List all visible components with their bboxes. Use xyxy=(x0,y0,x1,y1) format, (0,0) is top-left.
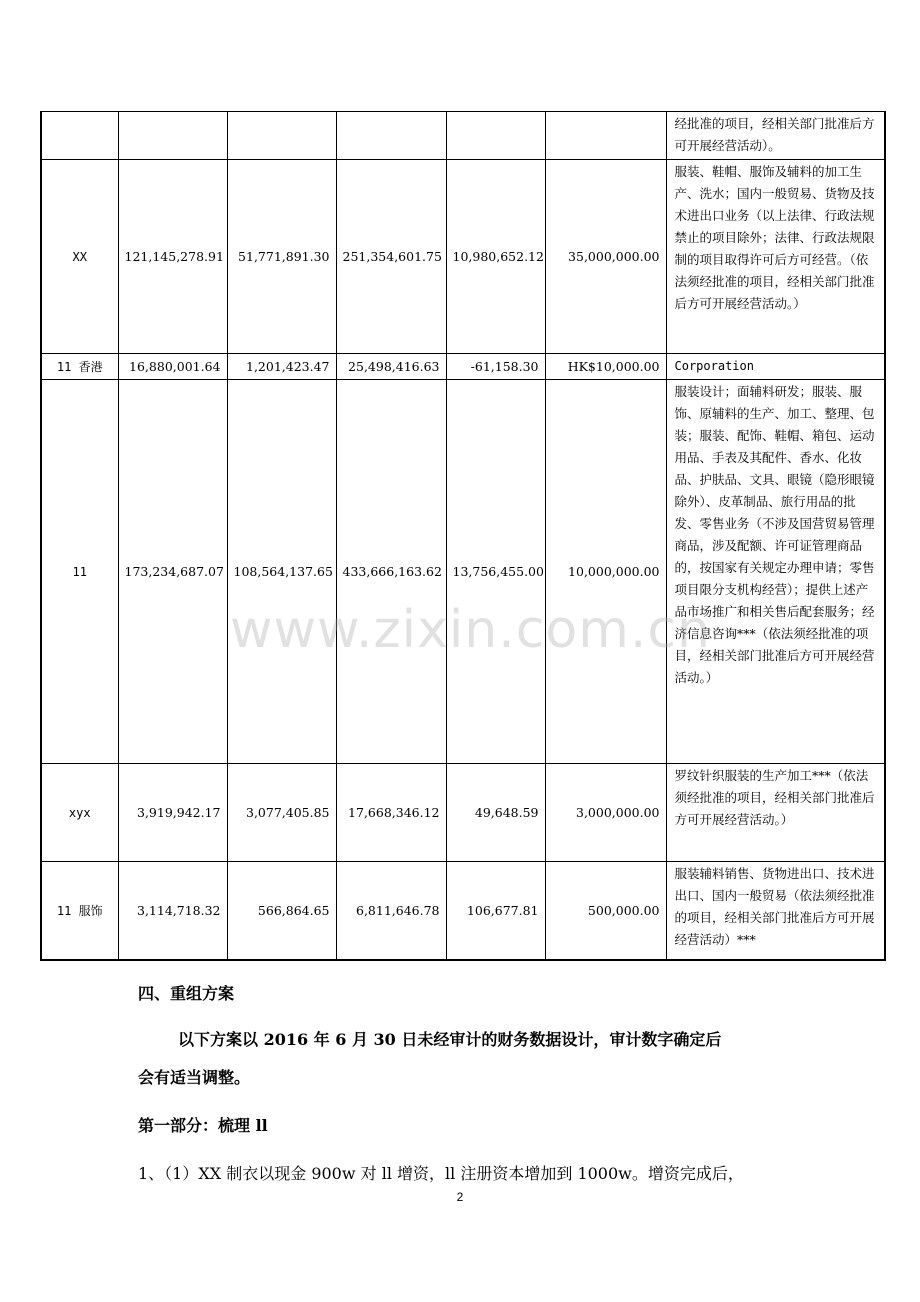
table-row xyxy=(41,764,885,862)
business-scope-cell: 服装设计；面辅料研发；服装、服饰、原辅料的生产、加工、整理、包装；服装、配饰、鞋帽、箱包、运动用品、手表及其配件、香水、化妆品、护肤品、文具、眼镜（隐形眼镜除外）、皮革制品、旅行用品的批发、零售业务（不涉及国营贸易管理商品，涉及配额、许可证管理商品的，按国家有关规定办理申请；零售项目限分支机构经营）；提供上述产品市场推广和相关售后配套服务；经济信息咨询***（依法须经批准的项目，经相关部门批准后方可开展经营活动。） xyxy=(666,380,885,764)
value-cell: 3,919,942.17 xyxy=(118,764,227,862)
value-cell: -61,158.30 xyxy=(446,354,545,380)
table-row xyxy=(41,160,885,354)
value-cell: HK$10,000.00 xyxy=(545,354,666,380)
value-cell xyxy=(446,112,545,160)
value-cell: 3,114,718.32 xyxy=(118,862,227,960)
value-cell: 35,000,000.00 xyxy=(545,160,666,354)
value-cell xyxy=(227,112,336,160)
paragraph-line: 会有适当调整。 xyxy=(138,1068,251,1087)
company-name-cell xyxy=(41,112,118,160)
value-cell: 17,668,346.12 xyxy=(336,764,446,862)
value-cell: 3,000,000.00 xyxy=(545,764,666,862)
business-scope-cell: 服装辅料销售、货物进出口、技术进出口、国内一般贸易（依法须经批准的项目，经相关部门批准后方可开展经营活动）*** xyxy=(666,862,885,960)
company-name-cell: 11 香港 xyxy=(41,354,118,380)
table-row xyxy=(41,112,885,160)
business-scope-cell: Corporation xyxy=(666,354,885,380)
value-cell: 6,811,646.78 xyxy=(336,862,446,960)
table-row xyxy=(41,354,885,380)
value-cell: 251,354,601.75 xyxy=(336,160,446,354)
value-cell: 173,234,687.07 xyxy=(118,380,227,764)
business-scope-cell: 罗纹针织服装的生产加工***（依法须经批准的项目，经相关部门批准后方可开展经营活动。） xyxy=(666,764,885,862)
business-scope-cell: 服装、鞋帽、服饰及辅料的加工生产、洗水；国内一般贸易、货物及技术进出口业务（以上法律、行政法规禁止的项目除外；法律、行政法规限制的项目取得许可后方可经营。（依法须经批准的项目，经相关部门批准后方可开展经营活动。） xyxy=(666,160,885,354)
company-name-cell: 11 服饰 xyxy=(41,862,118,960)
value-cell: 16,880,001.64 xyxy=(118,354,227,380)
value-cell: 10,980,652.12 xyxy=(446,160,545,354)
page-number: 2 xyxy=(456,1190,464,1204)
value-cell xyxy=(118,112,227,160)
value-cell: 108,564,137.65 xyxy=(227,380,336,764)
value-cell: 10,000,000.00 xyxy=(545,380,666,764)
company-name-cell: xyx xyxy=(41,764,118,862)
value-cell: 433,666,163.62 xyxy=(336,380,446,764)
value-cell xyxy=(336,112,446,160)
paragraph-line: 以下方案以 2016 年 6 月 30 日未经审计的财务数据设计，审计数字确定后 xyxy=(178,1030,722,1049)
business-scope-cell: 经批准的项目，经相关部门批准后方可开展经营活动）。 xyxy=(666,112,885,160)
value-cell: 566,864.65 xyxy=(227,862,336,960)
value-cell: 49,648.59 xyxy=(446,764,545,862)
value-cell: 13,756,455.00 xyxy=(446,380,545,764)
part-heading: 第一部分：梳理 ll xyxy=(138,1116,268,1135)
value-cell: 3,077,405.85 xyxy=(227,764,336,862)
value-cell: 25,498,416.63 xyxy=(336,354,446,380)
company-name-cell: XX xyxy=(41,160,118,354)
value-cell: 500,000.00 xyxy=(545,862,666,960)
list-item: 1、（1）XX 制衣以现金 900w 对 ll 增资，ll 注册资本增加到 1000w。增资完成后， xyxy=(138,1164,744,1183)
section-heading: 四、重组方案 xyxy=(138,984,235,1003)
value-cell: 1,201,423.47 xyxy=(227,354,336,380)
company-name-cell: 11 xyxy=(41,380,118,764)
watermark: www.zixin.com.cn xyxy=(230,600,711,660)
value-cell: 51,771,891.30 xyxy=(227,160,336,354)
table-row xyxy=(41,380,885,764)
value-cell: 106,677.81 xyxy=(446,862,545,960)
value-cell xyxy=(545,112,666,160)
table-row xyxy=(41,862,885,960)
value-cell: 121,145,278.91 xyxy=(118,160,227,354)
subsidiary-financial-table xyxy=(40,111,886,961)
